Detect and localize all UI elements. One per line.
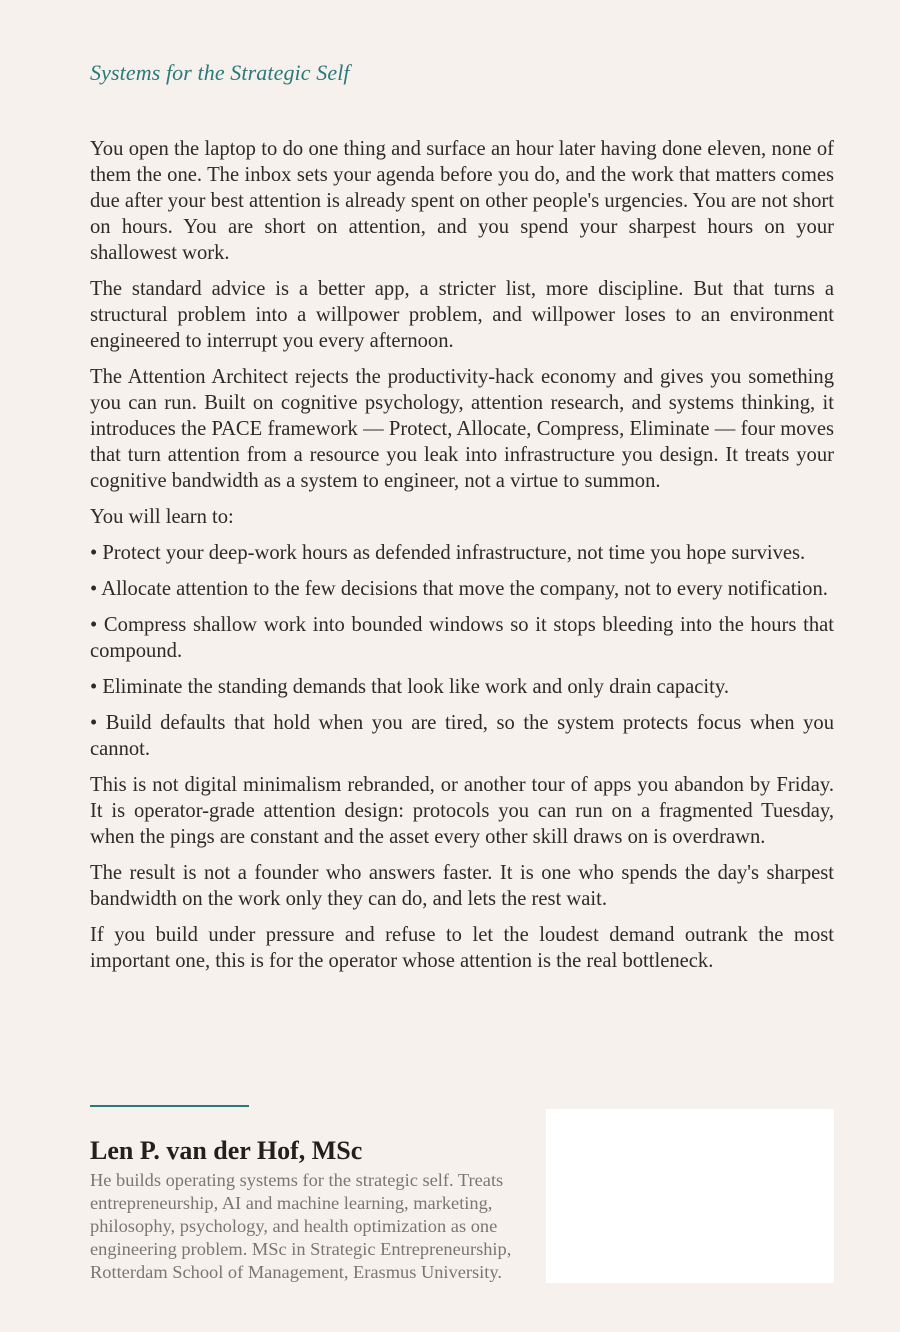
bullet-item: • Build defaults that hold when you are tired, so the system protects focus when you cannot. xyxy=(90,712,834,760)
learn-intro: You will learn to: xyxy=(90,506,234,528)
series-title: Systems for the Strategic Self xyxy=(90,60,350,85)
bullet-item: • Compress shallow work into bounded windows so it stops bleeding into the hours that compound. xyxy=(90,614,834,662)
author-name: Len P. van der Hof, MSc xyxy=(90,1136,363,1165)
author-bio: He builds operating systems for the strategic self. Treats entrepreneurship, AI and machine learning, marketing, philosophy, psychology, and health optimization as one engineering problem. MSc in Strategic Entrepreneurship, Rotterdam School of Management, Erasmus University. xyxy=(90,1170,512,1282)
bullet-item: • Protect your deep-work hours as defended infrastructure, not time you hope survives. xyxy=(90,542,806,564)
paragraph-hook: You open the laptop to do one thing and surface an hour later having done eleven, none of them the one. The inbox sets your agenda before you do, and the work that matters comes due after your best attention is already spent on other people's urgencies. You are not short on hours. You are short on attention, and you spend your sharpest hours on your shallowest work. xyxy=(90,138,834,264)
bullet-item: • Eliminate the standing demands that look like work and only drain capacity. xyxy=(90,676,729,698)
paragraph-audience: If you build under pressure and refuse to let the loudest demand outrank the most important one, this is for the operator whose attention is the real bottleneck. xyxy=(90,924,834,972)
paragraph-result: The result is not a founder who answers faster. It is one who spends the day's sharpest bandwidth on the work only they can do, and lets the rest wait. xyxy=(90,862,834,910)
paragraph-framework: The Attention Architect rejects the productivity-hack economy and gives you something you can run. Built on cognitive psychology, attention research, and systems thinking, it introduces the PACE framework — Protect, Allocate, Compress, Eliminate — four moves that turn attention from a resource you leak into infrastructure you design. It treats your cognitive bandwidth as a system to engineer, not a virtue to summon. xyxy=(90,366,834,492)
bullet-item: • Allocate attention to the few decisions that move the company, not to every notification. xyxy=(90,578,828,600)
paragraph-positioning: This is not digital minimalism rebranded, or another tour of apps you abandon by Friday. It is operator-grade attention design: protocols you can run on a fragmented Tuesday, when the pings are constant and the asset every other skill draws on is overdrawn. xyxy=(90,774,834,848)
section-divider xyxy=(90,1105,249,1107)
paragraph-problem: The standard advice is a better app, a stricter list, more discipline. But that turns a structural problem into a willpower problem, and willpower loses to an environment engineered to interrupt you every afternoon. xyxy=(90,278,834,352)
author-photo-placeholder xyxy=(546,1109,834,1283)
blurb-body xyxy=(90,136,834,984)
